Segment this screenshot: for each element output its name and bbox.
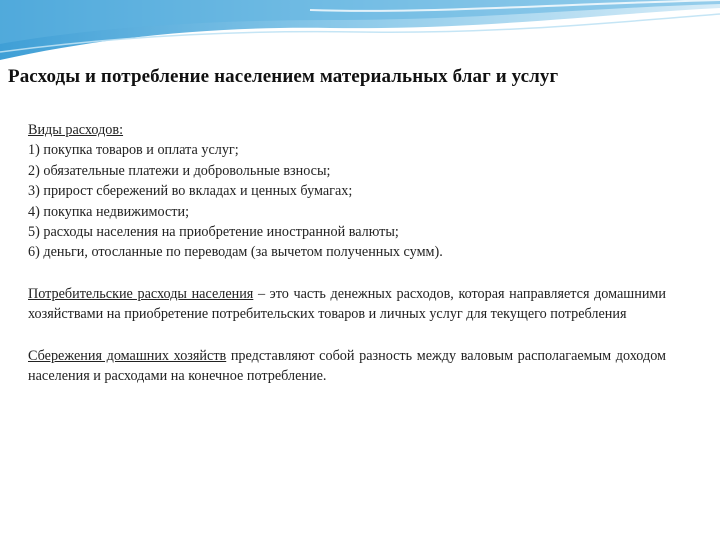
expense-item-4: 4) покупка недвижимости; [28,203,190,220]
savings-term: Сбережения домашних хозяйств [28,347,227,364]
header-wave-decoration [0,0,720,60]
slide-title: Расходы и потребление населением материальных благ и услуг [8,66,559,87]
consumer-spending-text: – это часть денежных расходов, которая направляется домашними хозяйствами на приобретение потребительских товаров и личных услуг для текущего потребления [28,285,666,323]
expenses-heading: Виды расходов: [28,122,124,138]
expenses-list [28,140,666,262]
savings-definition [28,346,666,387]
savings-text: представляют собой разность между валовым располагаемым доходом населения и расходами на конечное потребление. [28,347,666,385]
consumer-spending-term: Потребительские расходы населения [28,285,254,302]
expense-item-5: 5) расходы населения на приобретение иностранной валюты; [28,224,399,241]
expense-item-6: 6) деньги, отосланные по переводам (за вычетом полученных сумм). [28,244,443,261]
expense-item-1: 1) покупка товаров и оплата услуг; [28,142,239,159]
expense-item-2: 2) обязательные платежи и добровольные взносы; [28,162,331,179]
consumer-spending-definition [28,284,666,325]
slide-content [28,120,666,386]
expense-item-3: 3) прирост сбережений во вкладах и ценных бумагах; [28,183,353,200]
